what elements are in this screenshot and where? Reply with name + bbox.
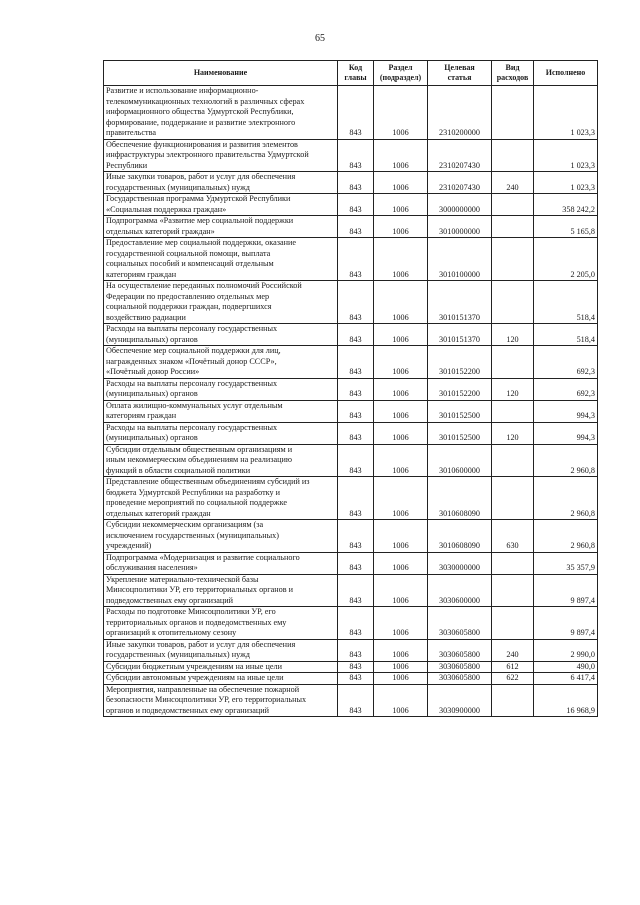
row-target-cell: 3010152500 xyxy=(428,400,492,422)
row-amount-cell: 358 242,2 xyxy=(534,194,598,216)
row-amount-cell: 994,3 xyxy=(534,400,598,422)
page-number: 65 xyxy=(315,33,325,44)
row-name-cell: На осуществление переданных полномочий Российской Федерации по предоставлению отдельных мер социальной поддержки граждан, подвергшихся воздействию радиации xyxy=(104,281,338,324)
row-amount-cell: 5 165,8 xyxy=(534,216,598,238)
row-type-cell xyxy=(492,477,534,520)
row-code-cell: 843 xyxy=(338,422,374,444)
row-amount-cell: 1 023,3 xyxy=(534,139,598,172)
table-row xyxy=(104,346,598,379)
row-section-cell: 1006 xyxy=(374,346,428,379)
table-row xyxy=(104,520,598,553)
row-amount-cell: 2 960,8 xyxy=(534,444,598,477)
row-code-cell: 843 xyxy=(338,574,374,607)
row-name-cell: Иные закупки товаров, работ и услуг для обеспечения государственных (муниципальных) нужд xyxy=(104,639,338,661)
row-amount-cell: 9 897,4 xyxy=(534,607,598,640)
row-amount-cell: 2 960,8 xyxy=(534,477,598,520)
table-body xyxy=(104,86,598,717)
row-type-cell xyxy=(492,684,534,717)
row-code-cell: 843 xyxy=(338,324,374,346)
row-amount-cell: 692,3 xyxy=(534,346,598,379)
table-row xyxy=(104,422,598,444)
row-code-cell: 843 xyxy=(338,216,374,238)
row-section-cell: 1006 xyxy=(374,172,428,194)
row-target-cell: 3000000000 xyxy=(428,194,492,216)
row-type-cell xyxy=(492,552,534,574)
row-amount-cell: 1 023,3 xyxy=(534,172,598,194)
header-name: Наименование xyxy=(104,61,338,86)
table-row xyxy=(104,172,598,194)
row-code-cell: 843 xyxy=(338,400,374,422)
row-target-cell: 3030605800 xyxy=(428,607,492,640)
row-section-cell: 1006 xyxy=(374,86,428,140)
row-section-cell: 1006 xyxy=(374,422,428,444)
row-name-cell: Обеспечение мер социальной поддержки для лиц, награжденных знаком «Почётный донор СССР», «Почётный донор России» xyxy=(104,346,338,379)
row-name-cell: Субсидии некоммерческим организациям (за исключением государственных (муниципальных) учреждений) xyxy=(104,520,338,553)
row-type-cell: 240 xyxy=(492,172,534,194)
row-name-cell: Расходы на выплаты персоналу государственных (муниципальных) органов xyxy=(104,422,338,444)
row-code-cell: 843 xyxy=(338,673,374,685)
row-type-cell: 622 xyxy=(492,673,534,685)
table-row xyxy=(104,216,598,238)
row-target-cell: 3010600000 xyxy=(428,444,492,477)
row-type-cell xyxy=(492,574,534,607)
row-name-cell: Расходы на выплаты персоналу государственных (муниципальных) органов xyxy=(104,378,338,400)
row-name-cell: Субсидии отдельным общественным организациям и иным некоммерческим объединениям на реализацию функций в области социальной политики xyxy=(104,444,338,477)
table-row xyxy=(104,444,598,477)
row-section-cell: 1006 xyxy=(374,324,428,346)
row-target-cell: 3010152200 xyxy=(428,378,492,400)
table-row xyxy=(104,477,598,520)
row-code-cell: 843 xyxy=(338,552,374,574)
row-amount-cell: 6 417,4 xyxy=(534,673,598,685)
row-target-cell: 3030600000 xyxy=(428,574,492,607)
header-executed: Исполнено xyxy=(534,61,598,86)
row-target-cell: 3010151370 xyxy=(428,324,492,346)
row-type-cell xyxy=(492,346,534,379)
table-row xyxy=(104,139,598,172)
row-target-cell: 2310207430 xyxy=(428,139,492,172)
row-code-cell: 843 xyxy=(338,281,374,324)
row-type-cell: 630 xyxy=(492,520,534,553)
row-name-cell: Предоставление мер социальной поддержки, оказание государственной социальной помощи, выплата социальных пособий и компенсаций отдельным категориям граждан xyxy=(104,238,338,281)
table-header-row xyxy=(104,61,598,86)
header-code: Код главы xyxy=(338,61,374,86)
row-type-cell xyxy=(492,216,534,238)
row-name-cell: Расходы по подготовке Минсоцполитики УР, его территориальных органов и подведомственных ему организаций к отопительному сезону xyxy=(104,607,338,640)
row-amount-cell: 518,4 xyxy=(534,281,598,324)
row-target-cell: 3010608090 xyxy=(428,477,492,520)
row-section-cell: 1006 xyxy=(374,194,428,216)
row-code-cell: 843 xyxy=(338,172,374,194)
row-name-cell: Расходы на выплаты персоналу государственных (муниципальных) органов xyxy=(104,324,338,346)
row-code-cell: 843 xyxy=(338,139,374,172)
table-row xyxy=(104,194,598,216)
row-amount-cell: 2 205,0 xyxy=(534,238,598,281)
row-type-cell xyxy=(492,607,534,640)
row-type-cell: 120 xyxy=(492,422,534,444)
row-name-cell: Иные закупки товаров, работ и услуг для обеспечения государственных (муниципальных) нужд xyxy=(104,172,338,194)
row-name-cell: Субсидии автономным учреждениям на иные цели xyxy=(104,673,338,685)
row-code-cell: 843 xyxy=(338,684,374,717)
row-type-cell xyxy=(492,444,534,477)
row-name-cell: Представление общественным объединениям субсидий из бюджета Удмуртской Республики на разработку и проведение мероприятий по социальной поддержке отдельных категорий граждан xyxy=(104,477,338,520)
row-type-cell xyxy=(492,238,534,281)
table-row xyxy=(104,661,598,673)
row-section-cell: 1006 xyxy=(374,574,428,607)
row-target-cell: 2310207430 xyxy=(428,172,492,194)
row-section-cell: 1006 xyxy=(374,639,428,661)
row-name-cell: Обеспечение функционирования и развития элементов инфраструктуры электронного правительства Удмуртской Республики xyxy=(104,139,338,172)
table-row xyxy=(104,378,598,400)
row-target-cell: 3030605800 xyxy=(428,661,492,673)
row-section-cell: 1006 xyxy=(374,216,428,238)
row-name-cell: Подпрограмма «Модернизация и развитие социального обслуживания населения» xyxy=(104,552,338,574)
row-name-cell: Оплата жилищно-коммунальных услуг отдельным категориям граждан xyxy=(104,400,338,422)
header-type: Вид расходов xyxy=(492,61,534,86)
row-section-cell: 1006 xyxy=(374,661,428,673)
table-row xyxy=(104,607,598,640)
row-name-cell: Подпрограмма «Развитие мер социальной поддержки отдельных категорий граждан» xyxy=(104,216,338,238)
table-row xyxy=(104,238,598,281)
row-target-cell: 3030605800 xyxy=(428,639,492,661)
row-amount-cell: 1 023,3 xyxy=(534,86,598,140)
row-target-cell: 3010000000 xyxy=(428,216,492,238)
row-amount-cell: 490,0 xyxy=(534,661,598,673)
row-target-cell: 3030605800 xyxy=(428,673,492,685)
row-section-cell: 1006 xyxy=(374,684,428,717)
row-code-cell: 843 xyxy=(338,86,374,140)
table-row xyxy=(104,324,598,346)
row-section-cell: 1006 xyxy=(374,139,428,172)
row-section-cell: 1006 xyxy=(374,552,428,574)
row-section-cell: 1006 xyxy=(374,378,428,400)
header-target: Целевая статья xyxy=(428,61,492,86)
row-section-cell: 1006 xyxy=(374,281,428,324)
row-section-cell: 1006 xyxy=(374,477,428,520)
row-type-cell: 120 xyxy=(492,324,534,346)
row-section-cell: 1006 xyxy=(374,607,428,640)
row-type-cell xyxy=(492,281,534,324)
row-type-cell xyxy=(492,194,534,216)
table-row xyxy=(104,552,598,574)
row-name-cell: Субсидии бюджетным учреждениям на иные цели xyxy=(104,661,338,673)
row-target-cell: 3030000000 xyxy=(428,552,492,574)
row-amount-cell: 2 960,8 xyxy=(534,520,598,553)
row-code-cell: 843 xyxy=(338,607,374,640)
row-code-cell: 843 xyxy=(338,639,374,661)
row-name-cell: Развитие и использование информационно- телекоммуникационных технологий в различных сферах информационного общества Удмуртской Республики, формирование, поддержание и развитие электронного правительства xyxy=(104,86,338,140)
row-name-cell: Укрепление материально-технической базы Минсоцполитики УР, его территориальных органов и подведомственных ему организаций xyxy=(104,574,338,607)
row-section-cell: 1006 xyxy=(374,673,428,685)
row-code-cell: 843 xyxy=(338,444,374,477)
header-section: Раздел (подраздел) xyxy=(374,61,428,86)
row-code-cell: 843 xyxy=(338,661,374,673)
row-code-cell: 843 xyxy=(338,194,374,216)
row-section-cell: 1006 xyxy=(374,444,428,477)
row-type-cell: 612 xyxy=(492,661,534,673)
row-type-cell xyxy=(492,86,534,140)
row-target-cell: 3010152500 xyxy=(428,422,492,444)
row-type-cell: 120 xyxy=(492,378,534,400)
row-target-cell: 3010152200 xyxy=(428,346,492,379)
row-type-cell: 240 xyxy=(492,639,534,661)
row-code-cell: 843 xyxy=(338,520,374,553)
table-row xyxy=(104,574,598,607)
row-target-cell: 3010608090 xyxy=(428,520,492,553)
row-target-cell: 3030900000 xyxy=(428,684,492,717)
row-section-cell: 1006 xyxy=(374,520,428,553)
row-type-cell xyxy=(492,400,534,422)
row-amount-cell: 2 990,0 xyxy=(534,639,598,661)
table-row xyxy=(104,281,598,324)
table-row xyxy=(104,639,598,661)
table-row xyxy=(104,684,598,717)
table-row xyxy=(104,400,598,422)
row-section-cell: 1006 xyxy=(374,400,428,422)
row-target-cell: 2310200000 xyxy=(428,86,492,140)
row-amount-cell: 518,4 xyxy=(534,324,598,346)
row-section-cell: 1006 xyxy=(374,238,428,281)
row-target-cell: 3010151370 xyxy=(428,281,492,324)
row-amount-cell: 16 968,9 xyxy=(534,684,598,717)
table-row xyxy=(104,86,598,140)
row-type-cell xyxy=(492,139,534,172)
table-row xyxy=(104,673,598,685)
row-code-cell: 843 xyxy=(338,378,374,400)
row-amount-cell: 994,3 xyxy=(534,422,598,444)
row-target-cell: 3010100000 xyxy=(428,238,492,281)
row-amount-cell: 692,3 xyxy=(534,378,598,400)
row-amount-cell: 35 357,9 xyxy=(534,552,598,574)
row-name-cell: Государственная программа Удмуртской Республики «Социальная поддержка граждан» xyxy=(104,194,338,216)
row-name-cell: Мероприятия, направленные на обеспечение пожарной безопасности Минсоцполитики УР, его территориальных органов и подведомственных ему организаций xyxy=(104,684,338,717)
row-code-cell: 843 xyxy=(338,346,374,379)
budget-table xyxy=(103,60,598,717)
row-code-cell: 843 xyxy=(338,477,374,520)
row-amount-cell: 9 897,4 xyxy=(534,574,598,607)
row-code-cell: 843 xyxy=(338,238,374,281)
